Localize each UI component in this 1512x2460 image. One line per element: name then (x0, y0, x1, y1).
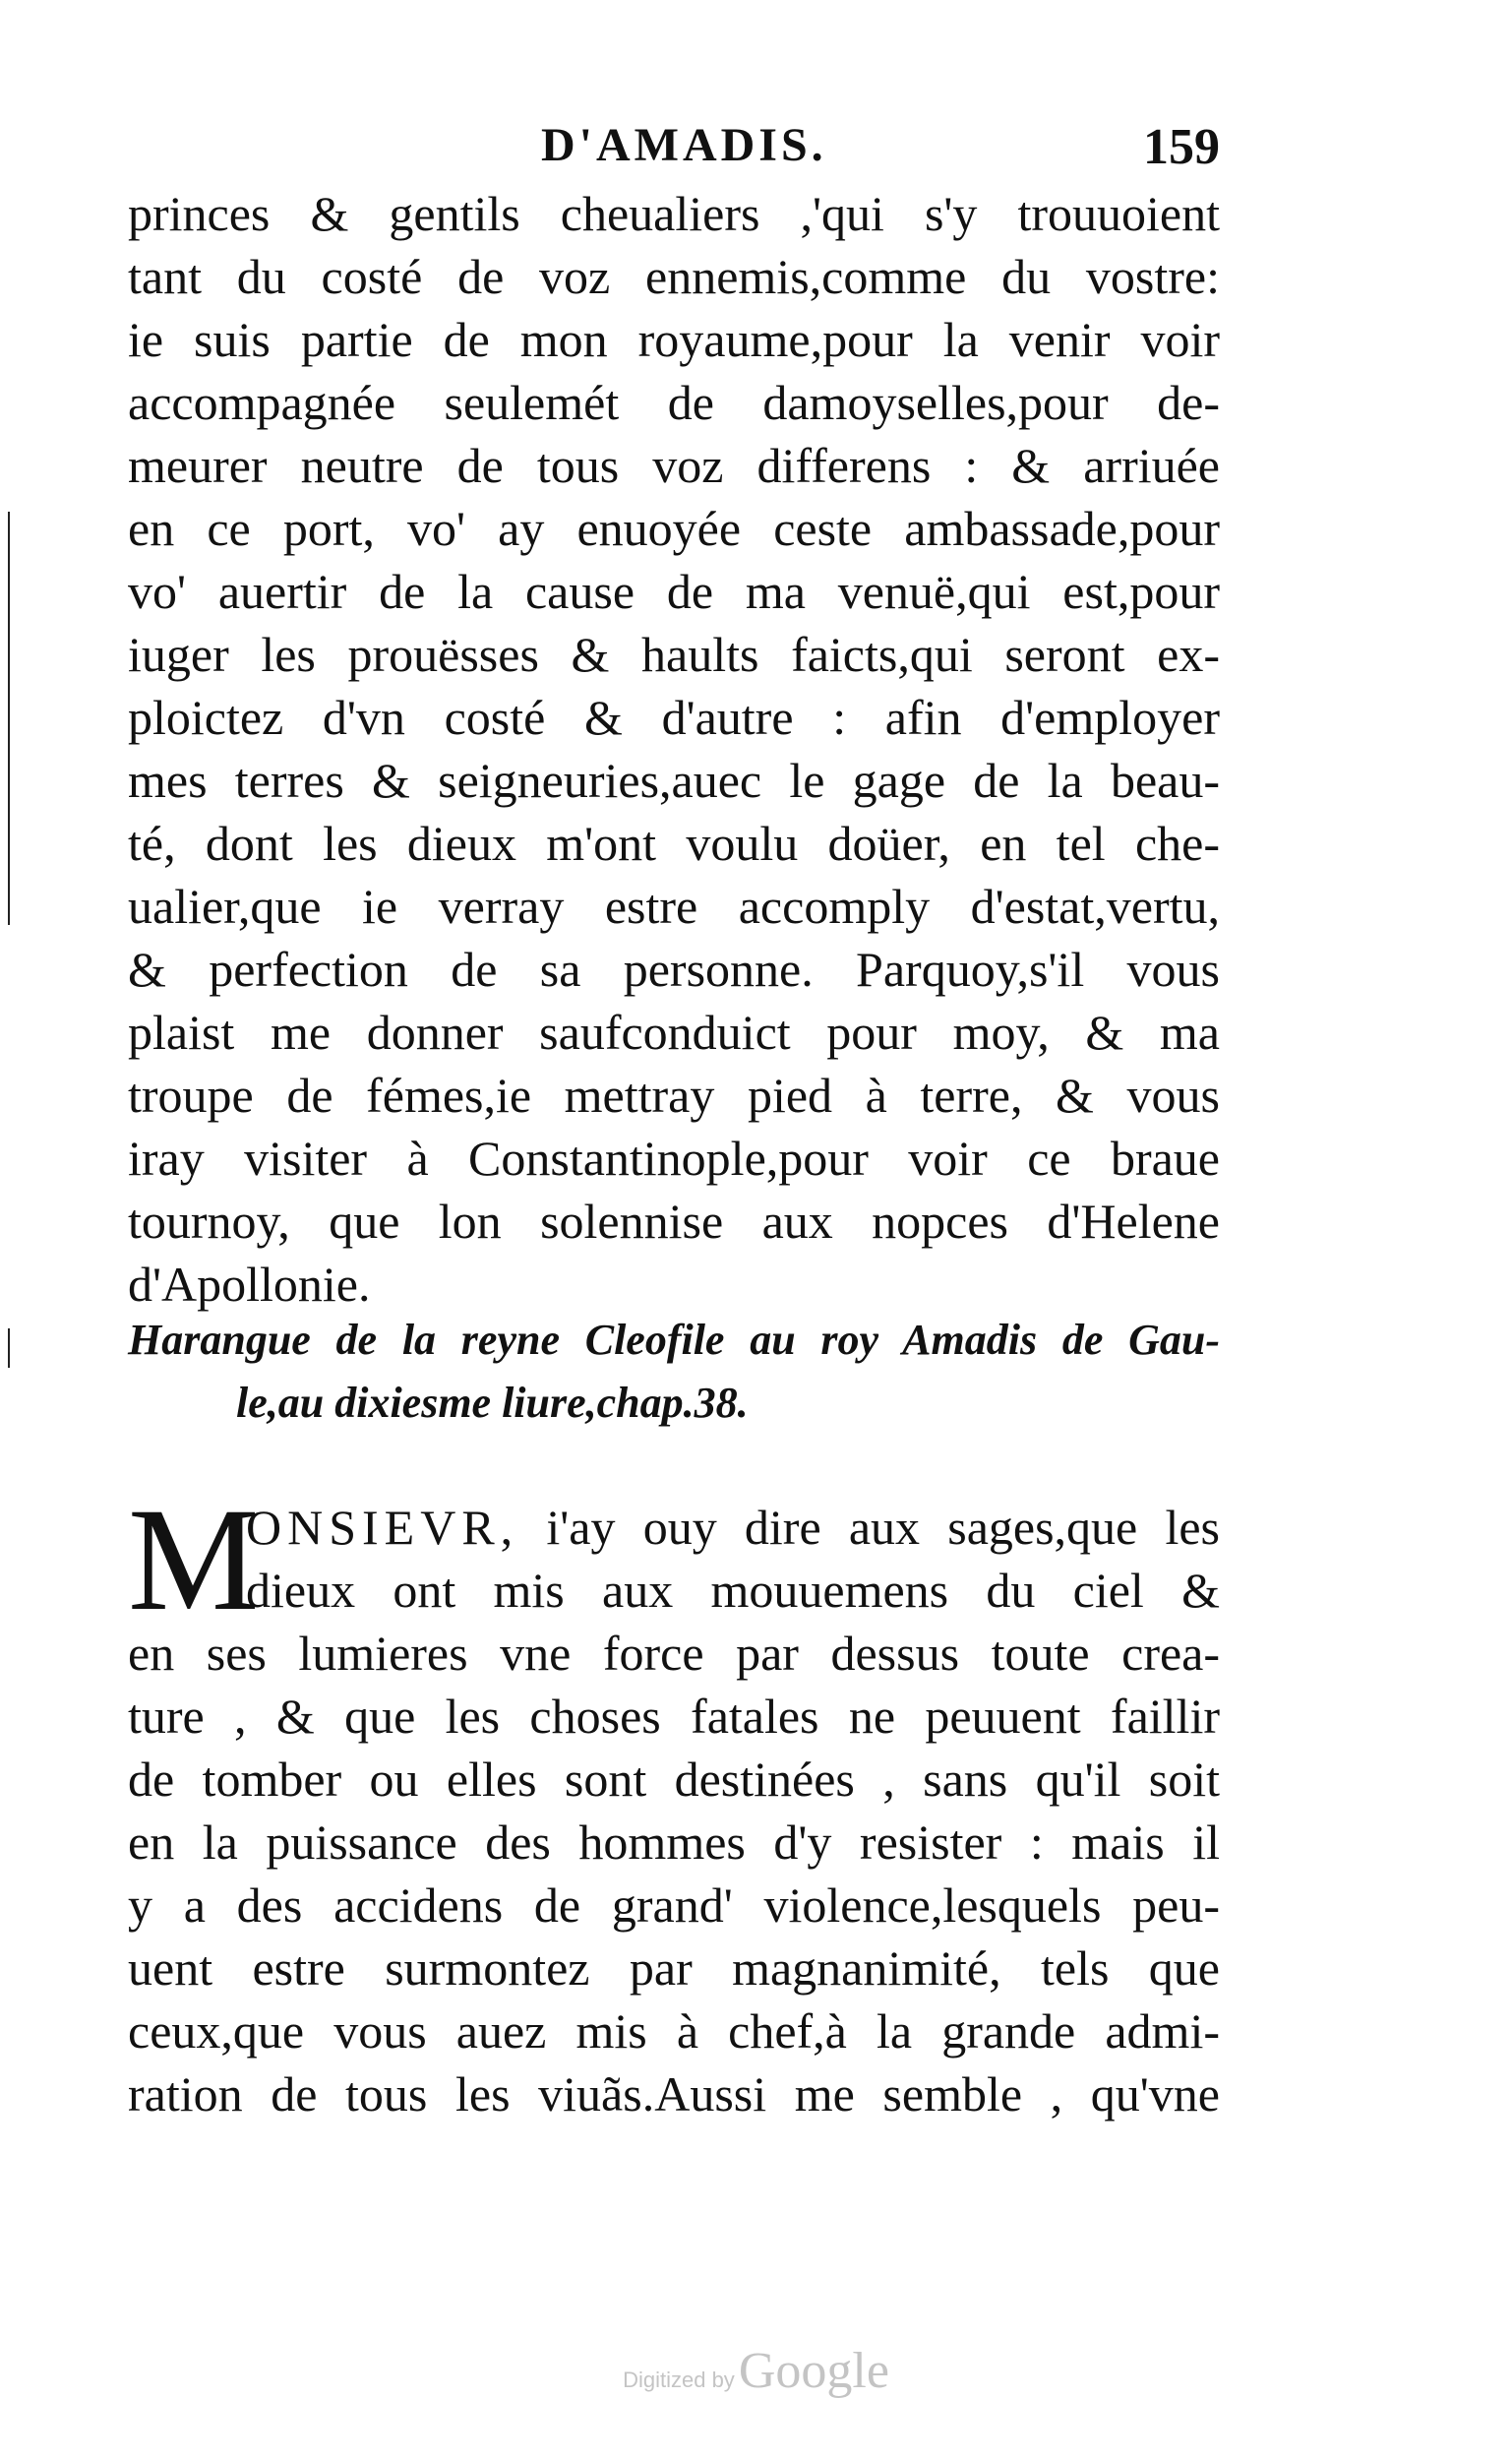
text-line: tournoy, que lon solennise aux nopces d'Helene (128, 1194, 1220, 1249)
text-line: vo' auertir de la cause de ma venuë,qui est,pour (128, 564, 1220, 619)
text-line: ie suis partie de mon royaume,pour la venir voir (128, 312, 1220, 367)
text-line: accompagnée seulemét de damoyselles,pour de- (128, 375, 1220, 430)
text-line: princes & gentils cheualiers ,'qui s'y trouuoient (128, 186, 1220, 241)
section-heading (128, 1309, 1220, 1435)
heading-line: le,au dixiesme liure,chap.38. (236, 1379, 749, 1427)
text-line: en ses lumieres vne force par dessus toute crea- (128, 1626, 1220, 1681)
text-line (128, 1496, 1220, 1559)
drop-cap: M (128, 1478, 260, 1641)
running-head: D'AMADIS. (541, 119, 827, 171)
text-line: en ce port, vo' ay enuoyée ceste ambassade,pour (128, 501, 1220, 556)
text-line: plaist me donner saufconduict pour moy, & ma (128, 1005, 1220, 1060)
text-line: mes terres & seigneuries,auec le gage de la beau- (128, 753, 1220, 808)
page-header (128, 98, 1220, 177)
google-logo: Google (738, 2343, 889, 2399)
text-line: & perfection de sa personne. Parquoy,s'il vous (128, 942, 1220, 997)
heading-line: Harangue de la reyne Cleofile au roy Amadis de Gau- (128, 1316, 1220, 1364)
body-text-top (128, 182, 1220, 1316)
text-line: ceux,que vous auez mis à chef,à la grande admi- (128, 2003, 1220, 2059)
text-line: troupe de fémes,ie mettray pied à terre, & vous (128, 1068, 1220, 1123)
scan-edge-mark (8, 1328, 10, 1368)
scan-edge-mark (8, 512, 10, 925)
text-line: y a des accidens de grand' violence,lesquels peu- (128, 1877, 1220, 1933)
text-line: té, dont les dieux m'ont voulu doüer, en tel che- (128, 816, 1220, 871)
text-line: de tomber ou elles sont destinées , sans qu'il soit (128, 1752, 1220, 1807)
text-line: iuger les prouësses & haults faicts,qui seront ex- (128, 627, 1220, 682)
text-line: meurer neutre de tous voz differens : & arriuée (128, 438, 1220, 493)
page-number: 159 (1143, 119, 1220, 175)
text-line: ploictez d'vn costé & d'autre : afin d'employer (128, 690, 1220, 745)
text-line: ture , & que les choses fatales ne peuuent faillir (128, 1689, 1220, 1744)
watermark-prefix: Digitized by (623, 2368, 735, 2392)
text-line: ration de tous les viuãs.Aussi me semble , qu'vne (128, 2066, 1220, 2122)
text-line: uent estre surmontez par magnanimité, tels que (128, 1940, 1220, 1996)
text-line: d'Apollonie. (128, 1257, 371, 1312)
text-line: dieux ont mis aux mouuemens du ciel & (246, 1563, 1220, 1618)
digitized-watermark (0, 2342, 1512, 2400)
opening-word: ONSIEVR, (246, 1500, 519, 1555)
text-line: ualier,que ie verray estre accomply d'estat,vertu, (128, 879, 1220, 934)
text-fragment: i'ay ouy dire aux sages,que les (518, 1500, 1220, 1555)
text-line: en la puissance des hommes d'y resister : mais il (128, 1814, 1220, 1870)
speech-text (128, 1478, 1220, 2125)
text-line: iray visiter à Constantinople,pour voir ce braue (128, 1131, 1220, 1186)
text-line: tant du costé de voz ennemis,comme du vostre: (128, 249, 1220, 304)
